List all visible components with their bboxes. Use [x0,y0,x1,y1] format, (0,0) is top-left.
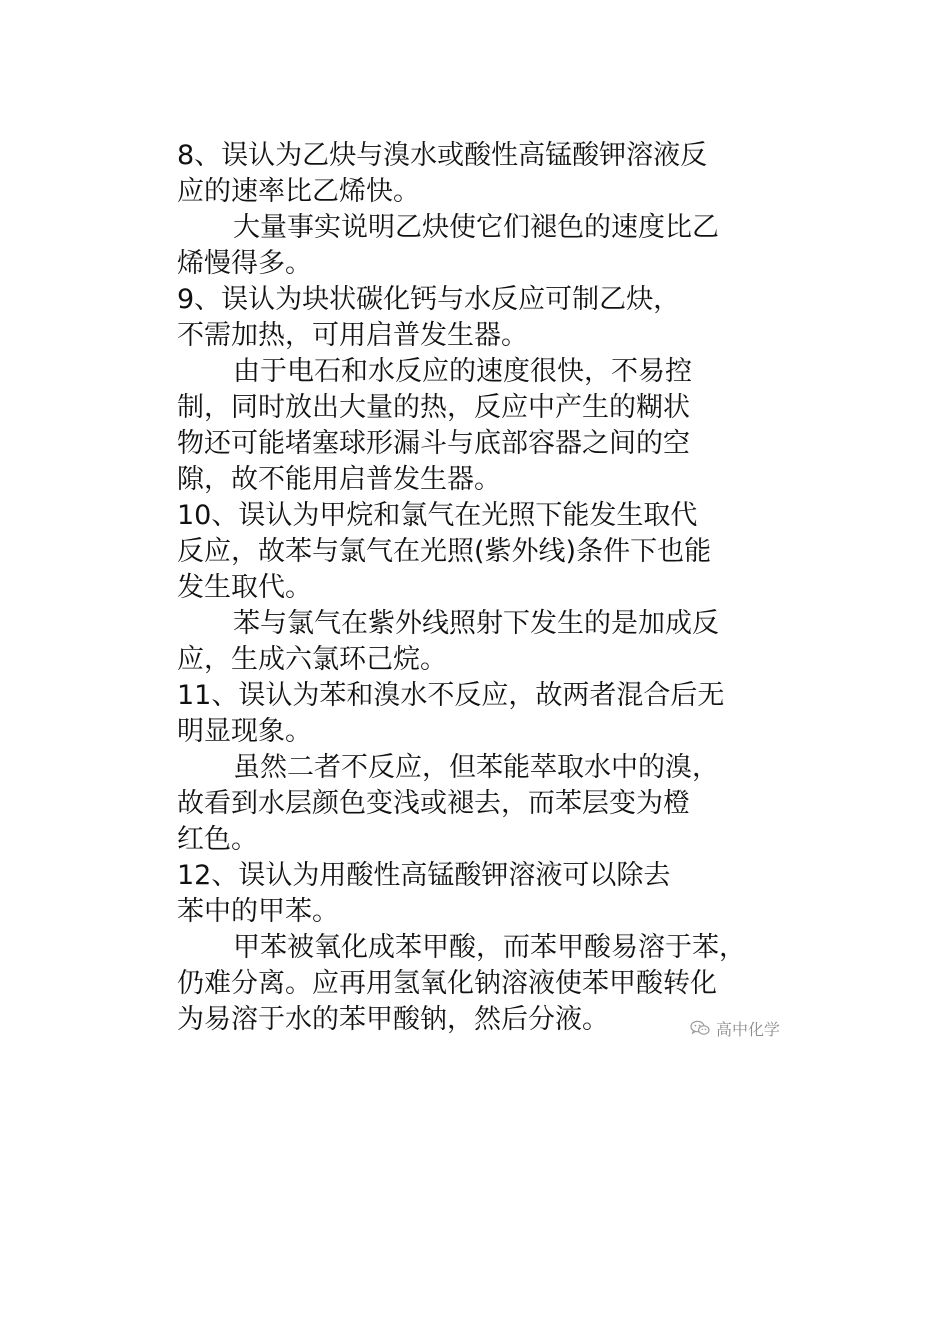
text-line-20: 红色。 [177,824,258,855]
text-line-25: 为易溶于水的苯甲酸钠，然后分液。 [177,1004,609,1035]
text-line-5: 9、误认为块状碳化钙与水反应可制乙炔， [177,284,681,315]
text-line-18: 虽然二者不反应，但苯能萃取水中的溴， [233,752,719,783]
text-line-7: 由于电石和水反应的速度很快，不易控 [233,356,692,387]
text-line-24: 仍难分离。应再用氢氧化钠溶液使苯甲酸转化 [177,968,717,999]
text-line-2: 应的速率比乙烯快。 [177,176,420,207]
text-line-23: 甲苯被氧化成苯甲酸，而苯甲酸易溶于苯， [233,932,746,963]
text-line-15: 应，生成六氯环己烷。 [177,644,447,675]
text-line-11: 10、误认为甲烷和氯气在光照下能发生取代 [177,500,698,531]
text-line-9: 物还可能堵塞球形漏斗与底部容器之间的空 [177,428,690,459]
text-line-6: 不需加热，可用启普发生器。 [177,320,528,351]
text-line-21: 12、误认为用酸性高锰酸钾溶液可以除去 [177,860,671,891]
text-line-16: 11、误认为苯和溴水不反应，故两者混合后无 [177,680,725,711]
text-line-22: 苯中的甲苯。 [177,896,339,927]
text-line-12: 反应，故苯与氯气在光照(紫外线)条件下也能 [177,536,712,567]
wechat-icon [690,1020,710,1036]
text-line-4: 烯慢得多。 [177,248,312,279]
text-line-14: 苯与氯气在紫外线照射下发生的是加成反 [233,608,719,639]
watermark [690,1016,780,1040]
text-line-13: 发生取代。 [177,572,312,603]
text-line-17: 明显现象。 [177,716,312,747]
document-body [177,138,797,1038]
watermark-text: 高中化学 [716,1019,781,1039]
text-line-3: 大量事实说明乙炔使它们褪色的速度比乙 [233,212,719,243]
text-line-19: 故看到水层颜色变浅或褪去，而苯层变为橙 [177,788,690,819]
text-line-1: 8、误认为乙炔与溴水或酸性高锰酸钾溶液反 [177,140,708,171]
text-line-8: 制，同时放出大量的热，反应中产生的糊状 [177,392,690,423]
text-line-10: 隙，故不能用启普发生器。 [177,464,501,495]
